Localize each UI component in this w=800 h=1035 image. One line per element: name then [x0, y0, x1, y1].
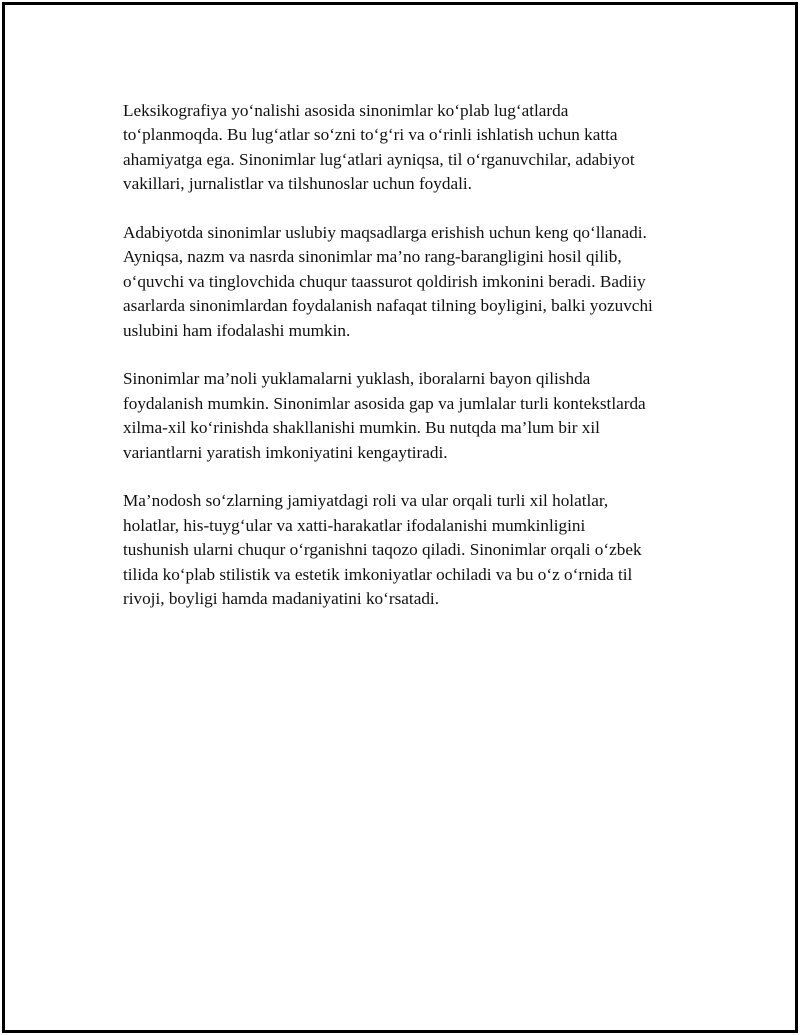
paragraph-lexicography: Leksikografiya yo‘nalishi asosida sinonimlar ko‘plab lug‘atlarda to‘planmoqda. Bu lug‘atlar so‘zni to‘g‘ri va o‘rinli ishlatish uchun katta ahamiyatga ega. Sinonimlar lug‘atlari ayniqsa, til o‘rganuvchilar, adabiyot vakillari, jurnalistlar va tilshunoslar uchun foydali.	[123, 101, 635, 194]
page-border	[2, 2, 798, 1033]
paragraph-usage: Sinonimlar ma’noli yuklamalarni yuklash, iboralarni bayon qilishda foydalanish mumkin. Sinonimlar asosida gap va jumlalar turli kontekstlarda xilma-xil ko‘rinishda shakllanishi mumkin. Bu nutqda ma’lum bir xil variantlarni yaratish imkoniyatini kengaytiradi.	[123, 369, 646, 462]
paragraph-society-role: Ma’nodosh so‘zlarning jamiyatdagi roli va ular orqali turli xil holatlar, holatlar, his-tuyg‘ular va xatti-harakatlar ifodalanishi mumkinligini tushunish ularni chuqur o‘rganishni taqozo qiladi. Sinonimlar orqali o‘zbek tilida ko‘plab stilistik va estetik imkoniyatlar ochiladi va bu o‘z o‘rnida til rivoji, boyligi hamda madaniyatini ko‘rsatadi.	[123, 491, 642, 609]
paragraph-literature: Adabiyotda sinonimlar uslubiy maqsadlarga erishish uchun keng qo‘llanadi. Ayniqsa, nazm va nasrda sinonimlar ma’no rang-barangligini hosil qilib, o‘quvchi va tinglovchida chuqur taassurot qoldirish imkonini beradi. Badiiy asarlarda sinonimlardan foydalanish nafaqat tilning boyligini, balki yozuvchi uslubini ham ifodalashi mumkin.	[123, 223, 653, 340]
document-body	[123, 99, 703, 636]
